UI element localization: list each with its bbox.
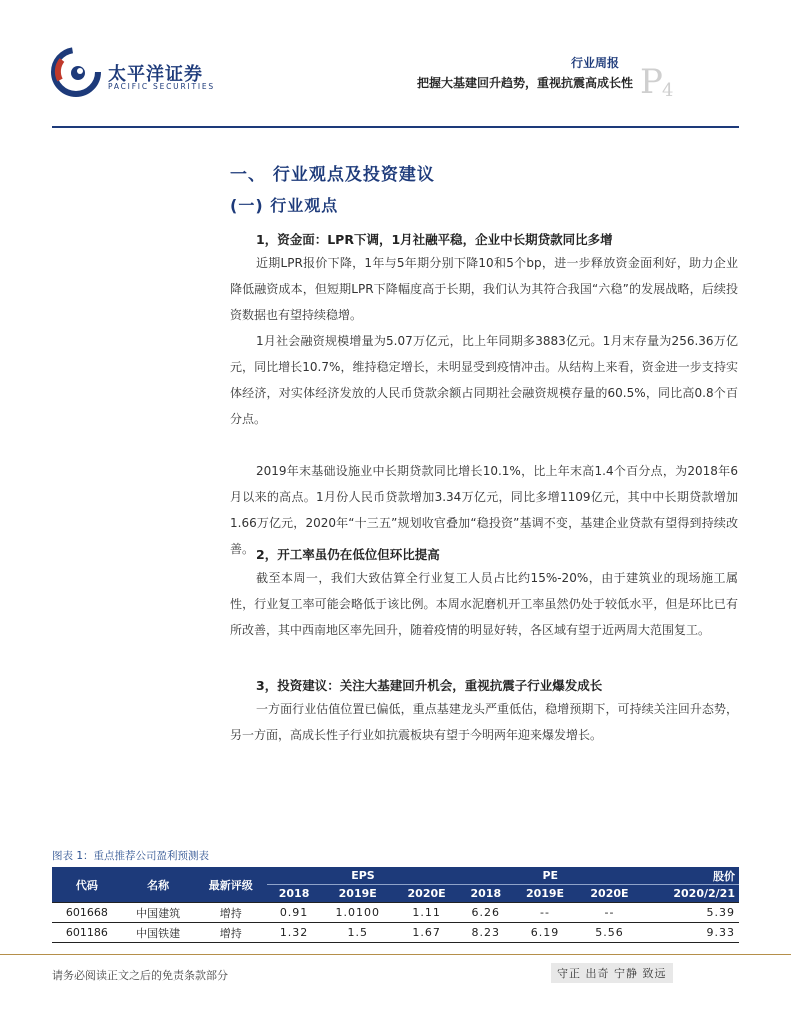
cell-price: 5.39: [642, 903, 739, 923]
cell-pe-2018: 6.26: [459, 903, 513, 923]
cell-price: 9.33: [642, 923, 739, 943]
point-1-paragraph-2: 1月社会融资规模增量为5.07万亿元，比上年同期多3883亿元。1月末存量为256.36万亿元，同比增长10.7%，维持稳定增长，未明显受到疫情冲击。从结构上来看，资金进一步支持实体经济，对实体经济发放的人民币贷款余额占同期社会融资规模存量的60.5%，同比高0.8个百分点。: [230, 334, 738, 426]
cell-eps-2019e: 1.5: [321, 923, 394, 943]
cell-rating: 增持: [194, 903, 267, 923]
page-letter: P: [640, 62, 663, 102]
page-number: 4: [662, 80, 674, 101]
section-title: 一、 行业观点及投资建议: [230, 165, 435, 185]
footer-disclaimer: 请务必阅读正文之后的免责条款部分: [52, 969, 228, 982]
cell-pe-2020e: 5.56: [577, 923, 641, 943]
col-price-date: 2020/2/21: [642, 885, 739, 903]
cell-eps-2018: 1.32: [267, 923, 321, 943]
table-caption: 图表 1：重点推荐公司盈利预测表: [52, 850, 210, 862]
point-2-heading: 2，开工率虽仍在低位但环比提高: [256, 547, 440, 562]
footer-motto: 守正 出奇 宁静 致远: [551, 963, 673, 983]
cell-pe-2018: 8.23: [459, 923, 513, 943]
col-rating: 最新评级: [194, 867, 267, 903]
col-pe-2018: 2018: [459, 885, 513, 903]
table-row: [52, 923, 739, 943]
cell-eps-2020e: 1.67: [394, 923, 458, 943]
point-3-heading: 3，投资建议：关注大基建回升机会，重视抗震子行业爆发成长: [256, 678, 603, 693]
brand-name: 太平洋证券: [108, 64, 203, 85]
point-2-paragraph-1: 截至本周一，我们大致估算全行业复工人员占比约15%-20%，由于建筑业的现场施工属性，行业复工率可能会略低于该比例。本周水泥磨机开工率虽然仍处于较低水平，但是环比已有所改善，其中西南地区率先回升，随着疫情的明显好转，各区域有望于近两周大范围复工。: [230, 571, 738, 637]
cell-eps-2020e: 1.11: [394, 903, 458, 923]
col-group-eps: EPS: [267, 867, 459, 885]
cell-eps-2018: 0.91: [267, 903, 321, 923]
subsection-title: (一) 行业观点: [230, 196, 339, 215]
cell-pe-2020e: --: [577, 903, 641, 923]
col-group-pe: PE: [459, 867, 642, 885]
report-type: 行业周报: [570, 56, 619, 70]
col-eps-2020e: 2020E: [394, 885, 458, 903]
cell-rating: 增持: [194, 923, 267, 943]
point-1-paragraph-3: 2019年末基础设施业中长期贷款同比增长10.1%，比上年末高1.4个百分点，为2018年6月以来的高点。1月份人民币贷款增加3.34万亿元，同比多增1109亿元，其中中长期贷款增加1.66万亿元，2020年“十三五”规划收官叠加“稳投资”基调不变，基建企业贷款有望得到持续改善。: [230, 464, 738, 556]
header-divider: [52, 126, 739, 128]
cell-pe-2019e: 6.19: [513, 923, 577, 943]
point-1-heading: 1，资金面：LPR下调，1月社融平稳，企业中长期贷款同比多增: [256, 232, 613, 247]
col-pe-2019e: 2019E: [513, 885, 577, 903]
col-name: 名称: [122, 867, 195, 903]
col-code: 代码: [52, 867, 122, 903]
table-row: [52, 903, 739, 923]
cell-pe-2019e: --: [513, 903, 577, 923]
col-pe-2020e: 2020E: [577, 885, 641, 903]
col-eps-2018: 2018: [267, 885, 321, 903]
brand-name-en: PACIFIC SECURITIES: [108, 82, 215, 91]
cell-name: 中国建筑: [122, 903, 195, 923]
point-1-paragraph-1: 近期LPR报价下降，1年与5年期分别下降10和5个bp，进一步释放资金面利好，助力企业降低融资成本，但短期LPR下降幅度高于长期，我们认为其符合我国“六稳”的发展战略，后续投资数据也有望持续稳增。: [230, 256, 738, 322]
logo-mark-icon: [50, 46, 102, 98]
cell-name: 中国铁建: [122, 923, 195, 943]
earnings-forecast-table: [52, 867, 739, 943]
footer-divider: [0, 954, 791, 955]
col-price: 股价: [642, 867, 739, 885]
point-3-paragraph-1: 一方面行业估值位置已偏低，重点基建龙头严重低估，稳增预期下，可持续关注回升态势，另一方面，高成长性子行业如抗震板块有望于今明两年迎来爆发增长。: [230, 702, 738, 742]
cell-code: 601186: [52, 923, 122, 943]
cell-eps-2019e: 1.0100: [321, 903, 394, 923]
cell-code: 601668: [52, 903, 122, 923]
report-title: 把握大基建回升趋势，重视抗震高成长性: [416, 76, 633, 90]
col-eps-2019e: 2019E: [321, 885, 394, 903]
